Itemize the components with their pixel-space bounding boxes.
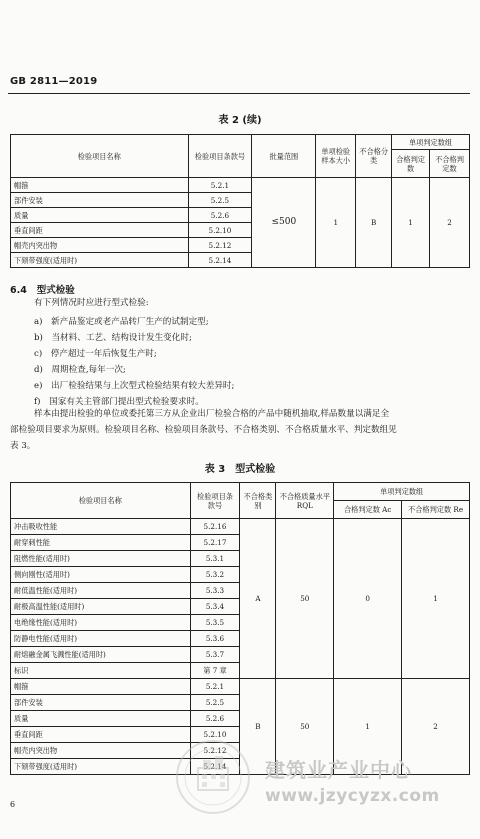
t2-header-ac: 合格判定数: [392, 150, 430, 178]
t3-item-clause: 5.2.14: [190, 759, 240, 775]
list-item: c) 停产超过一年后恢复生产时;: [34, 349, 157, 359]
t2-item-name: 帽壳内突出物: [11, 238, 189, 253]
t2-re: 2: [430, 178, 470, 268]
t2-header-clause: 检验项目条款号: [188, 135, 252, 178]
t2-header-category: 不合格分类: [356, 135, 392, 178]
t3-item-clause: 5.2.16: [190, 519, 240, 535]
table2: [10, 134, 470, 268]
t2-item-clause: 5.2.14: [188, 253, 252, 268]
t3-re-b: 2: [402, 679, 470, 775]
list-item: a) 新产品鉴定或老产品转厂生产的试制定型;: [34, 317, 209, 327]
t2-header-re: 不合格判定数: [430, 150, 470, 178]
t3-item-name: 下颏带强度(适用时): [11, 759, 191, 775]
t3-item-name: 标识: [11, 663, 191, 679]
t3-item-clause: 5.3.1: [190, 551, 240, 567]
t3-header-item: 检验项目名称: [11, 483, 191, 519]
table3-caption: 表 3 型式检验: [204, 464, 276, 475]
t3-item-name: 耐熔融金属飞溅性能(适用时): [11, 647, 191, 663]
t3-item-clause: 5.2.5: [190, 695, 240, 711]
intro-text: 有下列情况时应进行型式检验:: [34, 298, 149, 308]
t2-item-clause: 5.2.1: [188, 178, 252, 193]
t3-item-name: 垂直间距: [11, 727, 191, 743]
section-number: 6.4: [10, 285, 27, 296]
t3-header-re: 不合格判定数 Re: [402, 501, 470, 519]
t3-rql-a: 50: [276, 519, 334, 679]
t2-header-sample: 单项检验样本大小: [316, 135, 356, 178]
t3-item-clause: 第 7 章: [190, 663, 240, 679]
t3-header-category: 不合格类别: [240, 483, 276, 519]
t2-header-item: 检验项目名称: [11, 135, 189, 178]
t2-item-name: 质量: [11, 208, 189, 223]
t2-item-clause: 5.2.6: [188, 208, 252, 223]
paragraph-line: 表 3。: [10, 441, 36, 451]
table-row: [11, 178, 470, 193]
list-item: d) 周期检查,每年一次;: [34, 365, 126, 375]
t2-header-judge: 单项判定数组: [392, 135, 470, 150]
t3-item-clause: 5.2.10: [190, 727, 240, 743]
t3-item-clause: 5.3.2: [190, 567, 240, 583]
t2-item-name: 下颏带强度(适用时): [11, 253, 189, 268]
table-row: [11, 519, 470, 535]
t3-item-clause: 5.3.4: [190, 599, 240, 615]
watermark-seal-icon: [174, 738, 252, 816]
t3-item-name: 部件安装: [11, 695, 191, 711]
t3-item-name: 耐穿刺性能: [11, 535, 191, 551]
t2-category: B: [356, 178, 392, 268]
t3-item-name: 耐极高温性能(适用时): [11, 599, 191, 615]
section-title: 型式检验: [36, 285, 75, 296]
header-rule: [8, 93, 470, 94]
t3-ac-a: 0: [334, 519, 402, 679]
watermark-url: www.jzycyzx.com: [265, 786, 440, 806]
t3-item-clause: 5.3.6: [190, 631, 240, 647]
t3-item-name: 帽箍: [11, 679, 191, 695]
t3-item-clause: 5.3.3: [190, 583, 240, 599]
t2-item-name: 帽箍: [11, 178, 189, 193]
table3: [10, 482, 470, 775]
t3-item-clause: 5.3.5: [190, 615, 240, 631]
t3-item-clause: 5.2.12: [190, 743, 240, 759]
t3-item-name: 阻燃性能(适用时): [11, 551, 191, 567]
t3-re-a: 1: [402, 519, 470, 679]
t2-batch-range: ≤500: [252, 178, 316, 268]
paragraph-line: 样本由提出检验的单位或委托第三方从企业出厂检验合格的产品中随机抽取,样品数量以满足全: [34, 409, 390, 419]
t3-item-name: 质量: [11, 711, 191, 727]
section-heading: [10, 282, 75, 296]
list-item: f) 国家有关主管部门提出型式检验要求时。: [34, 397, 204, 407]
standard-code: GB 2811—2019: [10, 76, 98, 87]
t2-header-batch: 批量范围: [252, 135, 316, 178]
t3-item-clause: 5.2.1: [190, 679, 240, 695]
t3-category-a: A: [240, 519, 276, 679]
t3-item-clause: 5.2.17: [190, 535, 240, 551]
t3-header-rql: 不合格质量水平 RQL: [276, 483, 334, 519]
t3-ac-b: 1: [334, 679, 402, 775]
t3-item-name: 帽壳内突出物: [11, 743, 191, 759]
t3-item-name: 耐低温性能(适用时): [11, 583, 191, 599]
table2-caption: 表 2 (续): [218, 115, 262, 126]
t3-item-name: 电绝缘性能(适用时): [11, 615, 191, 631]
t3-header-clause: 检验项目条款号: [190, 483, 240, 519]
t2-item-name: 部件安装: [11, 193, 189, 208]
table-row: [11, 679, 470, 695]
t3-item-name: 冲击吸收性能: [11, 519, 191, 535]
paragraph-line: 部检验项目要求为原则。检验项目名称、检验项目条款号、不合格类别、不合格质量水平、判定数组见: [10, 425, 397, 435]
page-number: 6: [10, 800, 16, 809]
t3-header-ac: 合格判定数 Ac: [334, 501, 402, 519]
watermark-title: 建筑业产业中心: [265, 758, 412, 782]
t2-ac: 1: [392, 178, 430, 268]
t3-item-name: 侧向刚性(适用时): [11, 567, 191, 583]
t2-item-clause: 5.2.10: [188, 223, 252, 238]
t2-item-name: 垂直间距: [11, 223, 189, 238]
t3-item-clause: 5.3.7: [190, 647, 240, 663]
t2-item-clause: 5.2.12: [188, 238, 252, 253]
t2-item-clause: 5.2.5: [188, 193, 252, 208]
list-item: b) 当材料、工艺、结构设计发生变化时;: [34, 333, 192, 343]
t2-sample-size: 1: [316, 178, 356, 268]
list-item: e) 出厂检验结果与上次型式检验结果有较大差异时;: [34, 381, 235, 391]
t3-item-name: 防静电性能(适用时): [11, 631, 191, 647]
t3-category-b: B: [240, 679, 276, 775]
t3-rql-b: 50: [276, 679, 334, 775]
t3-header-judge: 单项判定数组: [334, 483, 470, 501]
t3-item-clause: 5.2.6: [190, 711, 240, 727]
